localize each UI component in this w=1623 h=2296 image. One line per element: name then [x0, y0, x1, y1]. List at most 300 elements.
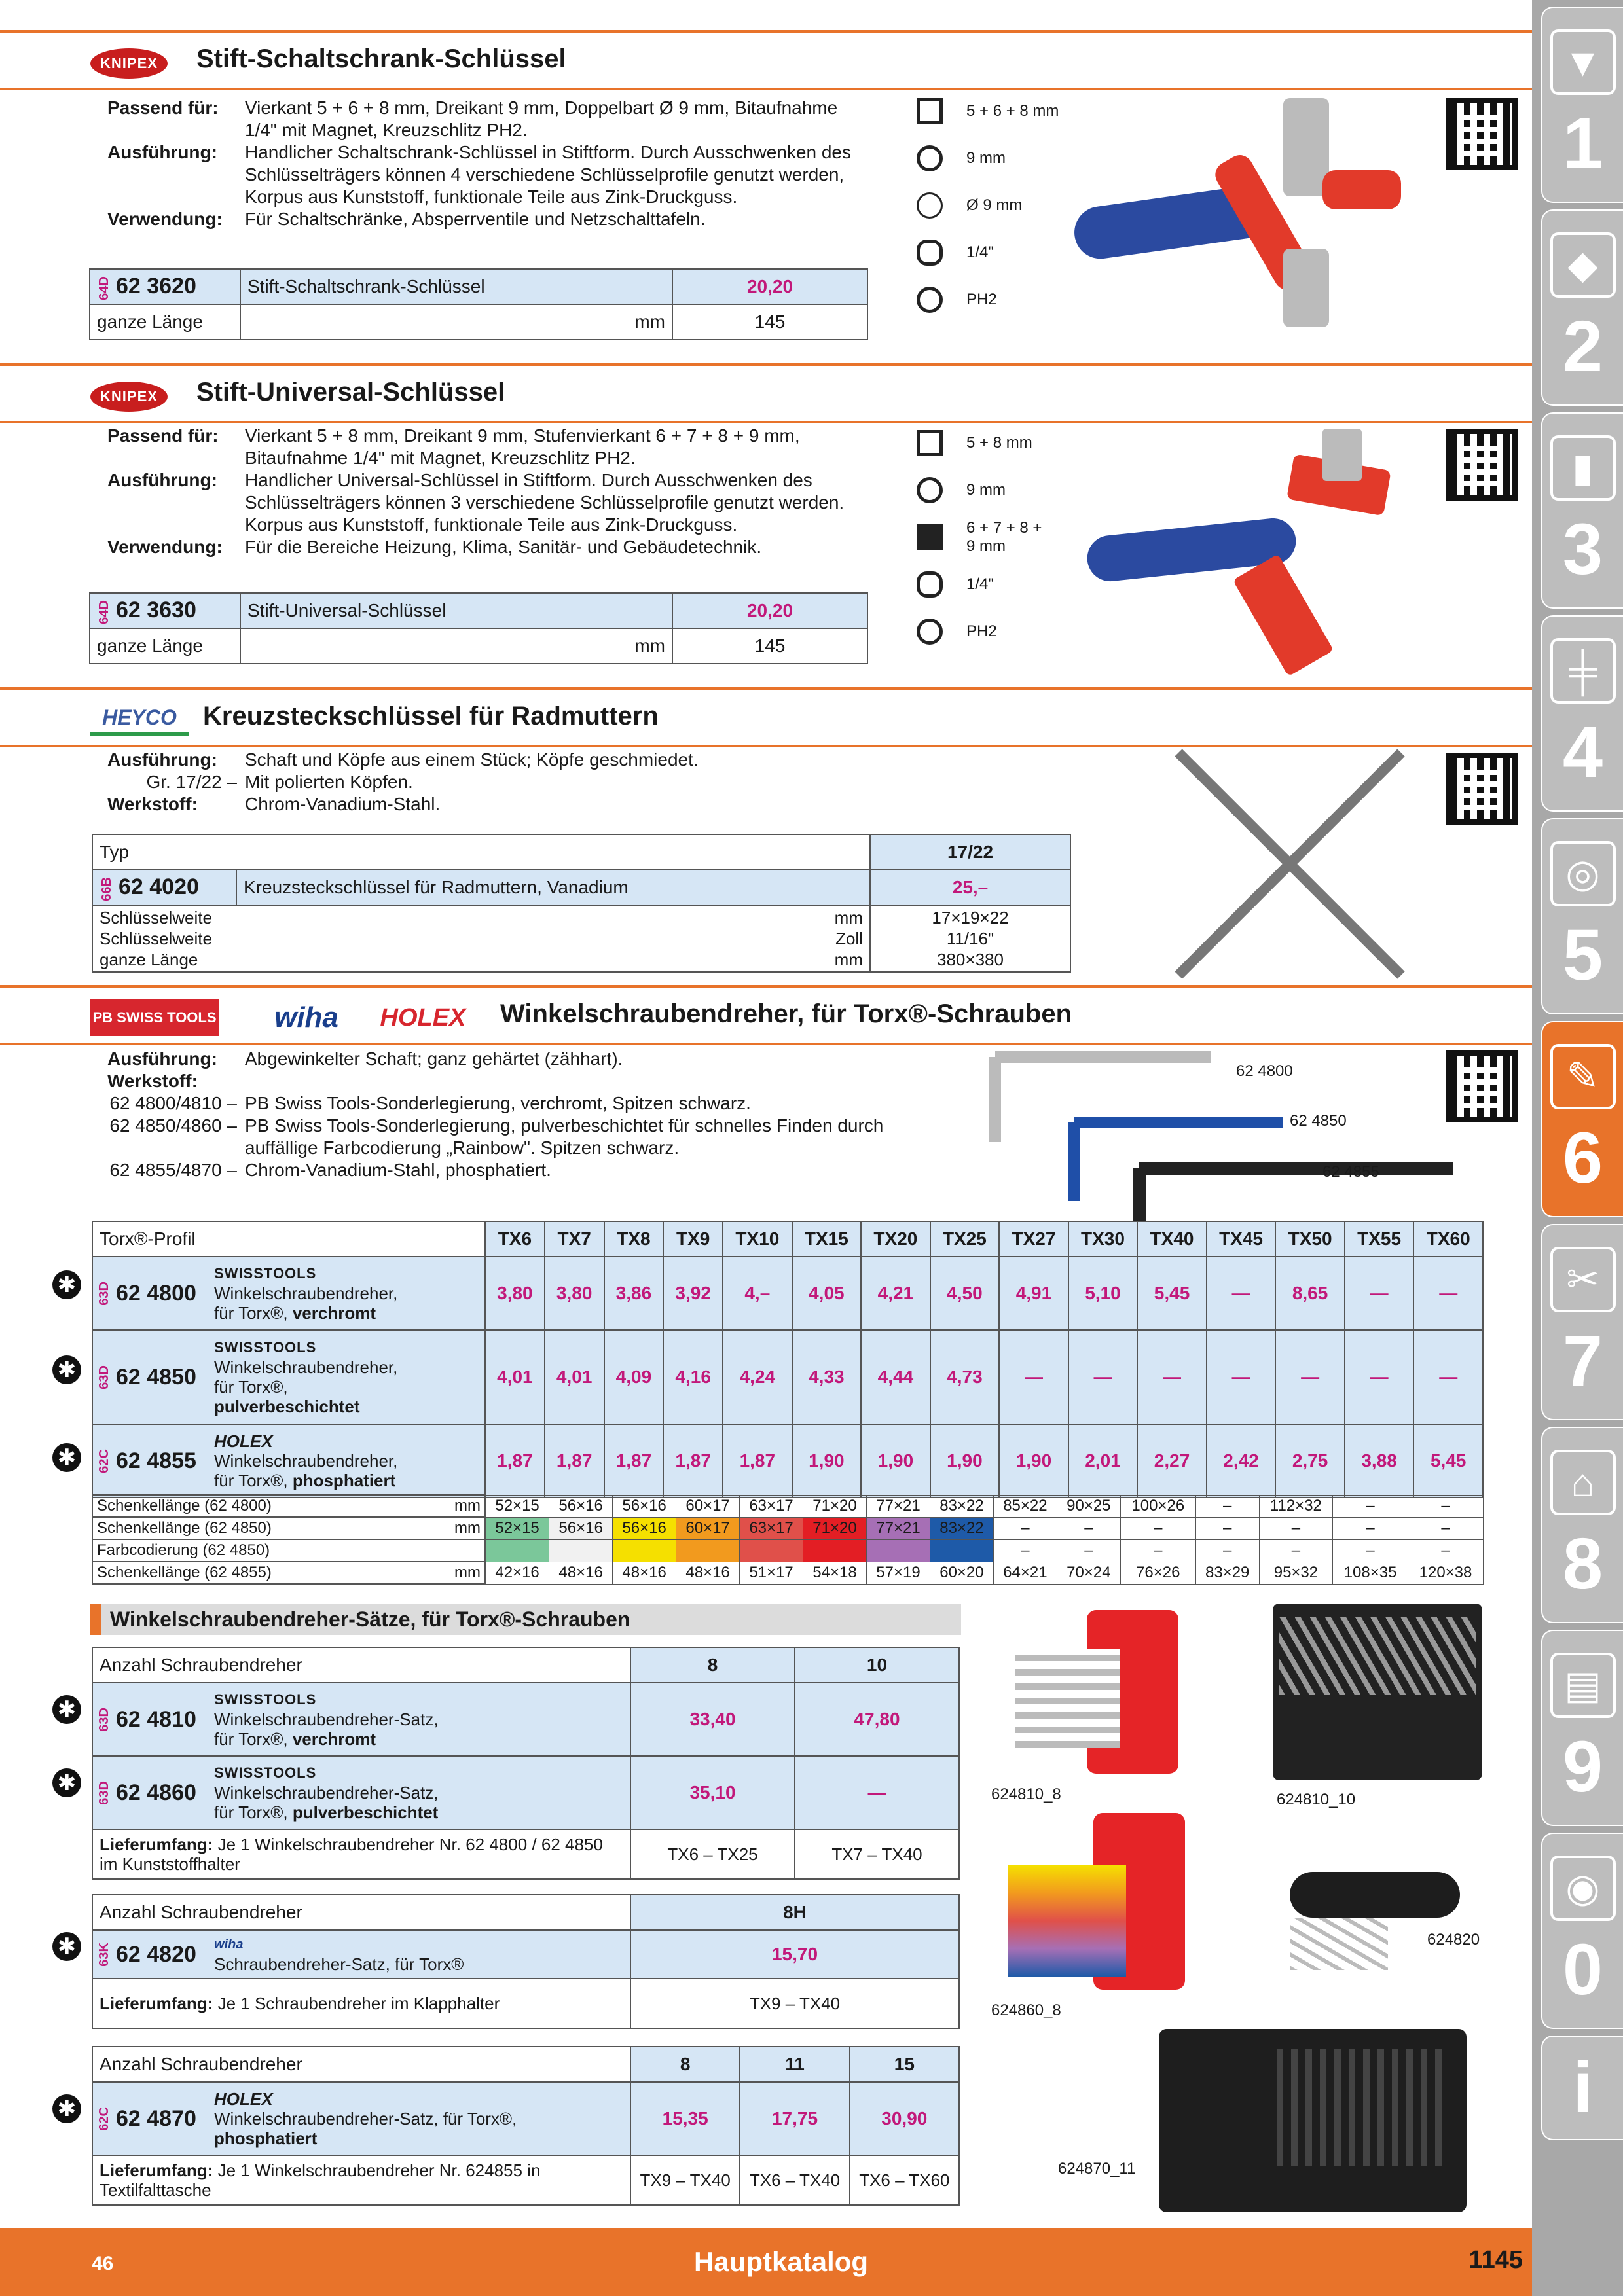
profile-label: 1/4" — [966, 575, 994, 593]
product-line: für Torx®, — [214, 1471, 293, 1490]
product-finish: verchromt — [292, 1303, 376, 1323]
chapter-icon: ◆ — [1550, 232, 1616, 298]
dimension-cell: 71×20 — [803, 1517, 867, 1539]
dimension-cell — [866, 1539, 930, 1562]
step-square-profile-icon — [917, 524, 943, 550]
footer-title: Hauptkatalog — [694, 2246, 869, 2277]
scope-value: Je 1 Schraubendreher im Klapphalter — [217, 1994, 500, 2013]
dimension-cell — [549, 1539, 613, 1562]
price-cell: 5,45 — [1137, 1257, 1207, 1330]
spec-label: Schlüsselweite — [100, 929, 212, 948]
image-caption: 62 4850 — [1290, 1112, 1347, 1130]
label: Ausführung: — [107, 142, 217, 162]
dimension-cell: – — [993, 1517, 1057, 1539]
knipex-logo: KNIPEX — [90, 382, 168, 412]
product-row — [92, 1683, 959, 1756]
dimension-cell: 77×21 — [866, 1517, 930, 1539]
set-4810-10-image — [1273, 1604, 1482, 1780]
universal-key-image — [1074, 422, 1414, 684]
size-header: TX60 — [1413, 1221, 1483, 1257]
dimension-cell: 57×19 — [866, 1562, 930, 1584]
profile-label: Ø 9 mm — [966, 196, 1023, 214]
dimensions-table — [92, 1494, 1484, 1585]
size-header: TX7 — [545, 1221, 604, 1257]
profile-label: 5 + 6 + 8 mm — [966, 102, 1059, 120]
dimension-cell: 42×16 — [485, 1562, 549, 1584]
double-bit-profile-icon — [917, 192, 943, 219]
image-caption: 624860_8 — [991, 2001, 1061, 2019]
spec-unit: mm — [834, 908, 863, 927]
label: Ausführung: — [107, 1049, 217, 1069]
article-number: 62 4870 — [116, 2106, 196, 2131]
price-cell: 1,87 — [723, 1424, 792, 1498]
dimension-cell — [485, 1539, 549, 1562]
chapter-icon: ◎ — [1550, 841, 1616, 906]
profile-label: 1/4" — [966, 243, 994, 261]
price-cell: 15,70 — [630, 1930, 959, 1979]
chapter-tab-5[interactable] — [1541, 818, 1623, 1014]
price-cell: 4,33 — [792, 1330, 862, 1424]
phillips-profile-icon — [917, 287, 943, 313]
square-profile-icon — [917, 430, 943, 456]
price-cell: — — [1207, 1257, 1276, 1330]
product-table — [92, 834, 1071, 973]
value: Für die Bereiche Heizung, Klima, Sanitär- und Gebäudetechnik. — [245, 537, 762, 557]
label: 62 4800/4810 – — [109, 1093, 237, 1113]
dimension-cell: 56×16 — [549, 1517, 613, 1539]
set-4870-11-image — [1159, 2029, 1467, 2212]
page-footer — [0, 2228, 1532, 2296]
profile-label: 9 mm — [966, 481, 1006, 499]
chapter-tab-7[interactable] — [1541, 1224, 1623, 1420]
price-cell: — — [999, 1330, 1068, 1424]
price-cell: 1,90 — [999, 1424, 1068, 1498]
price-cell: 47,80 — [795, 1683, 959, 1756]
dimension-cell: 54×18 — [803, 1562, 867, 1584]
product-code: 64D — [97, 276, 111, 300]
chapter-number: 1 — [1562, 103, 1603, 184]
price-cell: 30,90 — [850, 2082, 959, 2155]
price-cell: 4,50 — [930, 1257, 1000, 1330]
chapter-icon: ▮ — [1550, 435, 1616, 501]
size-header: TX15 — [792, 1221, 862, 1257]
page-number: 1145 — [1468, 2246, 1523, 2274]
dimension-cell: 56×16 — [613, 1495, 676, 1517]
price-cell: 4,24 — [723, 1330, 792, 1424]
product-row — [92, 1424, 1483, 1498]
spec-unit: mm — [834, 950, 863, 969]
label: Passend für: — [107, 98, 219, 118]
scope-value: Je 1 Winkelschraubendreher Nr. 62 4800 / 62 4850 im Kunststoffhalter — [100, 1835, 603, 1874]
size-header: TX30 — [1068, 1221, 1138, 1257]
label: 62 4850/4860 – — [109, 1115, 237, 1136]
value: Vierkant 5 + 6 + 8 mm, Dreikant 9 mm, Doppelbart Ø 9 mm, Bitaufnahme 1/4" mit Magnet, Kreuzschlitz PH2. — [245, 98, 838, 140]
chapter-icon: ◉ — [1550, 1856, 1616, 1921]
label: Verwendung: — [107, 209, 223, 229]
dimension-cell: 48×16 — [676, 1562, 740, 1584]
spec-value: 11/16" — [946, 929, 994, 948]
torx-icon: ✱ — [52, 1768, 81, 1797]
chapter-icon: ✂ — [1550, 1247, 1616, 1312]
column-header: 15 — [850, 2047, 959, 2082]
cabinet-key-image — [1061, 72, 1414, 347]
column-header: 8H — [630, 1895, 959, 1930]
product-code: 63D — [97, 1365, 111, 1390]
size-header: TX20 — [861, 1221, 930, 1257]
product-name: Stift-Universal-Schlüssel — [240, 593, 672, 628]
chapter-number: 8 — [1562, 1524, 1603, 1604]
torx-icon: ✱ — [52, 1932, 81, 1961]
footer-left-number: 46 — [92, 2253, 114, 2274]
value: Handlicher Schaltschrank-Schlüssel in Stiftform. Durch Ausschwenken des Schlüsselträgers können 4 verschiedene Schlüsselprofile genutzt werden, Korpus aus Kunststoff, funktionale Teile aus Zink-Druckguss. — [245, 142, 851, 207]
chapter-sidebar — [1532, 0, 1623, 2296]
chapter-tab-8[interactable] — [1541, 1427, 1623, 1623]
dimension-cell: 112×32 — [1259, 1495, 1332, 1517]
chapter-icon: ▼ — [1550, 29, 1616, 95]
brand-label: HOLEX — [214, 1431, 273, 1451]
dimension-cell: – — [993, 1539, 1057, 1562]
price-cell: 4,16 — [663, 1330, 723, 1424]
product-code: 66B — [100, 876, 114, 901]
size-header: TX27 — [999, 1221, 1068, 1257]
dimension-row — [92, 1517, 1484, 1539]
product-finish: phosphatiert — [214, 2128, 318, 2148]
image-caption: 62 4800 — [1236, 1062, 1293, 1080]
hex-profile-icon — [917, 240, 943, 266]
product-line: für Torx®, — [214, 1803, 293, 1822]
size-header: TX10 — [723, 1221, 792, 1257]
product-line: für Torx®, — [214, 1303, 293, 1323]
label: Gr. 17/22 – — [146, 772, 237, 792]
article-number: 62 4020 — [119, 874, 199, 899]
image-caption: 624810_10 — [1277, 1791, 1356, 1808]
size-header: TX45 — [1207, 1221, 1276, 1257]
article-number: 62 4855 — [116, 1448, 196, 1473]
knipex-logo: KNIPEX — [90, 48, 168, 79]
value: Handlicher Universal-Schlüssel in Stiftform. Durch Ausschwenken des Schlüsselträgers können 3 verschiedene Schlüsselprofile genutzt werden. Korpus aus Kunststoff, funktionale Teile aus Zink-Druckguss. — [245, 470, 845, 535]
value: Abgewinkelter Schaft; ganz gehärtet (zähhart). — [245, 1049, 623, 1069]
product-row — [92, 1756, 959, 1829]
column-header: 8 — [630, 1647, 795, 1683]
value: Vierkant 5 + 8 mm, Dreikant 9 mm, Stufenvierkant 6 + 7 + 8 + 9 mm, Bitaufnahme 1/4" mit Magnet, Kreuzschlitz PH2. — [245, 425, 800, 468]
chapter-number: 0 — [1562, 1929, 1603, 2010]
dimension-cell: – — [1408, 1495, 1484, 1517]
price: 20,20 — [672, 593, 867, 628]
dimension-cell: 48×16 — [549, 1562, 613, 1584]
section-stift-schaltschrank — [0, 0, 1532, 367]
product-row — [92, 2082, 959, 2155]
torx-icon: ✱ — [52, 1355, 81, 1384]
product-line: Schraubendreher-Satz, für Torx® — [214, 1954, 464, 1974]
value: Mit polierten Köpfen. — [245, 772, 413, 792]
dimension-unit: mm — [454, 1564, 481, 1581]
dimension-cell: 60×17 — [676, 1517, 740, 1539]
dimension-cell: 63×17 — [740, 1517, 803, 1539]
chapter-icon: ✎ — [1550, 1044, 1616, 1109]
price-cell: 4,73 — [930, 1330, 1000, 1424]
dimension-cell: 70×24 — [1057, 1562, 1120, 1584]
size-header: TX8 — [604, 1221, 664, 1257]
price-cell: 4,01 — [545, 1330, 604, 1424]
dimension-cell: 83×22 — [930, 1495, 993, 1517]
product-code: 63D — [97, 1707, 111, 1732]
profile-label: 5 + 8 mm — [966, 434, 1032, 452]
length-label: ganze Länge — [90, 628, 240, 664]
price-cell: 1,90 — [861, 1424, 930, 1498]
price-cell: 4,– — [723, 1257, 792, 1330]
section-header — [0, 363, 1532, 423]
profile-label: PH2 — [966, 291, 997, 308]
torx-icon: ✱ — [52, 2094, 81, 2123]
product-line: Winkelschraubendreher-Satz, — [214, 1710, 439, 1729]
dimension-cell: 120×38 — [1408, 1562, 1484, 1584]
chapter-icon: ⌂ — [1550, 1450, 1616, 1515]
qr-code — [1446, 429, 1518, 501]
product-table — [89, 268, 868, 340]
product-code: 64D — [97, 600, 111, 624]
scope-range: TX9 – TX40 — [630, 2155, 740, 2205]
pb-swiss-tools-logo: PB SWISS TOOLS — [90, 999, 219, 1036]
dimension-label — [92, 1562, 485, 1584]
brand-label: SWISSTOOLS — [214, 1265, 317, 1282]
brand-label: HOLEX — [214, 2089, 273, 2109]
product-line: Winkelschraubendreher, — [214, 1451, 398, 1471]
chapter-number: i — [1573, 2047, 1593, 2128]
image-caption: 624810_8 — [991, 1785, 1061, 1803]
size-header: TX9 — [663, 1221, 723, 1257]
dimension-cell: 77×21 — [866, 1495, 930, 1517]
dimension-cell: – — [1195, 1517, 1259, 1539]
section-stift-universal — [0, 363, 1532, 691]
value: Chrom-Vanadium-Stahl. — [245, 794, 441, 814]
price-cell: 3,92 — [663, 1257, 723, 1330]
label: Ausführung: — [107, 749, 217, 770]
dimension-cell: 64×21 — [993, 1562, 1057, 1584]
lug-wrench-image — [1165, 740, 1414, 988]
product-finish: pulverbeschichtet — [214, 1397, 360, 1416]
chapter-tab-i[interactable] — [1541, 2036, 1623, 2140]
price-cell: — — [1345, 1257, 1414, 1330]
brand-label: SWISSTOOLS — [214, 1339, 317, 1355]
label: Werkstoff: — [107, 1071, 198, 1091]
product-finish: pulverbeschichtet — [292, 1803, 439, 1822]
set-table-1 — [92, 1647, 960, 1880]
article-number: 62 4820 — [116, 1941, 196, 1967]
dimension-cell: – — [1259, 1517, 1332, 1539]
dimension-cell: 90×25 — [1057, 1495, 1120, 1517]
column-header: Anzahl Schraubendreher — [92, 1895, 630, 1930]
dimension-cell — [803, 1539, 867, 1562]
scope-label: Lieferumfang: — [100, 2161, 213, 2180]
article-number: 62 4850 — [116, 1364, 196, 1390]
brand-label: wiha — [214, 1937, 244, 1952]
section-title: Kreuzsteckschlüssel für Radmuttern — [203, 702, 659, 730]
dimension-cell: – — [1120, 1517, 1195, 1539]
wiha-logo: wiha — [274, 1001, 338, 1033]
dimension-cell: – — [1120, 1539, 1195, 1562]
product-row — [92, 1930, 959, 1979]
product-line: Winkelschraubendreher-Satz, — [214, 1783, 439, 1803]
set-table-3 — [92, 2046, 960, 2206]
value: Schaft und Köpfe aus einem Stück; Köpfe geschmiedet. — [245, 749, 699, 770]
size-header: TX6 — [485, 1221, 545, 1257]
torx-keys-image — [982, 1044, 1467, 1240]
brand-label: SWISSTOOLS — [214, 1765, 317, 1781]
torx-icon: ✱ — [52, 1695, 81, 1724]
section-title: Winkelschraubendreher, für Torx®-Schrauben — [500, 999, 1072, 1028]
article-number: 62 3630 — [116, 597, 196, 622]
label: 62 4855/4870 – — [109, 1160, 237, 1180]
section-winkelschraubendreher — [0, 985, 1532, 1600]
product-finish: phosphatiert — [292, 1471, 396, 1490]
holex-logo: HOLEX — [380, 1003, 466, 1031]
set-4860-8-image — [1002, 1813, 1250, 1996]
dimension-unit: mm — [454, 1519, 481, 1537]
price-cell: — — [1413, 1257, 1483, 1330]
price-cell: 4,21 — [861, 1257, 930, 1330]
section-title: Stift-Schaltschrank-Schlüssel — [196, 45, 566, 73]
brand-label: SWISSTOOLS — [214, 1691, 317, 1708]
heyco-logo: HEYCO — [90, 703, 189, 736]
chapter-number: 2 — [1562, 306, 1603, 387]
profile-label: PH2 — [966, 622, 997, 640]
length-value: 145 — [672, 304, 867, 340]
price-cell: 8,65 — [1275, 1257, 1345, 1330]
price-cell: — — [1275, 1330, 1345, 1424]
article-number: 62 4800 — [116, 1280, 196, 1306]
profile-label: 6 + 7 + 8 + 9 mm — [966, 519, 1042, 555]
dimension-cell: 51×17 — [740, 1562, 803, 1584]
scope-range: TX7 – TX40 — [795, 1829, 959, 1879]
product-line: für Torx®, — [214, 1377, 288, 1397]
article-number: 62 3620 — [116, 273, 196, 298]
dimension-cell: 95×32 — [1259, 1562, 1332, 1584]
scope-range: TX6 – TX25 — [630, 1829, 795, 1879]
size-header: TX25 — [930, 1221, 1000, 1257]
dimension-row — [92, 1562, 1484, 1584]
price-cell: 1,87 — [604, 1424, 664, 1498]
type-value: 17/22 — [870, 834, 1070, 870]
triangle-profile-icon — [917, 145, 943, 171]
dimension-cell: – — [1259, 1539, 1332, 1562]
scope-range: TX6 – TX40 — [740, 2155, 849, 2205]
triangle-profile-icon — [917, 477, 943, 503]
product-row — [92, 1257, 1483, 1330]
dimension-cell: 83×22 — [930, 1517, 993, 1539]
column-header: 10 — [795, 1647, 959, 1683]
scope-range: TX6 – TX60 — [850, 2155, 959, 2205]
image-caption: 624870_11 — [1058, 2160, 1136, 2178]
length-value: 145 — [672, 628, 867, 664]
dimension-cell: – — [1333, 1495, 1408, 1517]
column-header: 11 — [740, 2047, 849, 2082]
size-header: TX40 — [1137, 1221, 1207, 1257]
section-header — [0, 687, 1532, 747]
dimension-cell: 52×15 — [485, 1495, 549, 1517]
product-code: 62C — [97, 2106, 111, 2131]
image-caption: 62 4855 — [1322, 1163, 1379, 1181]
product-line: Winkelschraubendreher-Satz, für Torx®, — [214, 2109, 517, 2128]
dimension-unit: mm — [454, 1497, 481, 1515]
dimension-label — [92, 1495, 485, 1517]
chapter-tab-2[interactable] — [1541, 209, 1623, 406]
image-caption: 624820 — [1427, 1931, 1480, 1948]
price-cell: 33,40 — [630, 1683, 795, 1756]
product-line: für Torx®, — [214, 1729, 293, 1749]
price-cell: 35,10 — [630, 1756, 795, 1829]
price-cell: — — [1207, 1330, 1276, 1424]
column-header: Anzahl Schraubendreher — [92, 2047, 630, 2082]
dimension-row — [92, 1495, 1484, 1517]
chapter-number: 5 — [1562, 915, 1603, 996]
product-table — [89, 592, 868, 664]
chapter-tab-9[interactable] — [1541, 1630, 1623, 1826]
price-cell: — — [1345, 1330, 1414, 1424]
product-code: 62C — [97, 1448, 111, 1473]
dimension-cell: – — [1195, 1495, 1259, 1517]
product-code: 63K — [97, 1942, 111, 1967]
price-cell: 4,91 — [999, 1257, 1068, 1330]
dimension-cell: 60×20 — [930, 1562, 993, 1584]
price-cell: 2,01 — [1068, 1424, 1138, 1498]
price-cell: 3,88 — [1345, 1424, 1414, 1498]
price-cell: — — [1137, 1330, 1207, 1424]
dimension-cell — [613, 1539, 676, 1562]
dimension-cell: 56×16 — [549, 1495, 613, 1517]
description — [107, 425, 867, 558]
chapter-tab-3[interactable] — [1541, 412, 1623, 609]
dimension-label — [92, 1539, 485, 1562]
price-cell: 3,86 — [604, 1257, 664, 1330]
dimension-cell — [676, 1539, 740, 1562]
dimension-name: Farbcodierung (62 4850) — [97, 1541, 270, 1559]
description — [107, 749, 828, 816]
spec-unit: Zoll — [835, 929, 863, 948]
type-label: Typ — [92, 834, 870, 870]
scope-label: Lieferumfang: — [100, 1835, 213, 1854]
column-header: 8 — [630, 2047, 740, 2082]
price-cell: — — [795, 1756, 959, 1829]
chapter-tab-6[interactable] — [1541, 1021, 1623, 1217]
price-cell: 1,90 — [792, 1424, 862, 1498]
profile-header: Torx®-Profil — [92, 1221, 485, 1257]
chapter-number: 7 — [1562, 1321, 1603, 1401]
scope-value: Je 1 Winkelschraubendreher Nr. 624855 in Textilfalttasche — [100, 2161, 541, 2200]
value: Chrom-Vanadium-Stahl, phosphatiert. — [245, 1160, 551, 1180]
value: PB Swiss Tools-Sonderlegierung, verchromt, Spitzen schwarz. — [245, 1093, 751, 1113]
torx-price-table — [92, 1221, 1484, 1498]
chapter-tab-1[interactable] — [1541, 7, 1623, 203]
dimension-cell: – — [1195, 1539, 1259, 1562]
chapter-tab-4[interactable] — [1541, 615, 1623, 812]
price: 25,– — [870, 870, 1070, 905]
dimension-cell: 83×29 — [1195, 1562, 1259, 1584]
label: Werkstoff: — [107, 794, 198, 814]
price-cell: 1,87 — [485, 1424, 545, 1498]
dimension-cell: – — [1057, 1517, 1120, 1539]
label: Ausführung: — [107, 470, 217, 490]
profile-list — [917, 88, 1059, 323]
unit: mm — [240, 304, 672, 340]
label: Verwendung: — [107, 537, 223, 557]
set-4810-8-image — [1002, 1610, 1237, 1780]
torx-icon: ✱ — [52, 1270, 81, 1299]
price-cell: 5,10 — [1068, 1257, 1138, 1330]
torx-icon: ✱ — [52, 1443, 81, 1472]
label: Passend für: — [107, 425, 219, 446]
chapter-tab-0[interactable] — [1541, 1833, 1623, 2029]
section-kreuzsteckschluessel — [0, 687, 1532, 988]
